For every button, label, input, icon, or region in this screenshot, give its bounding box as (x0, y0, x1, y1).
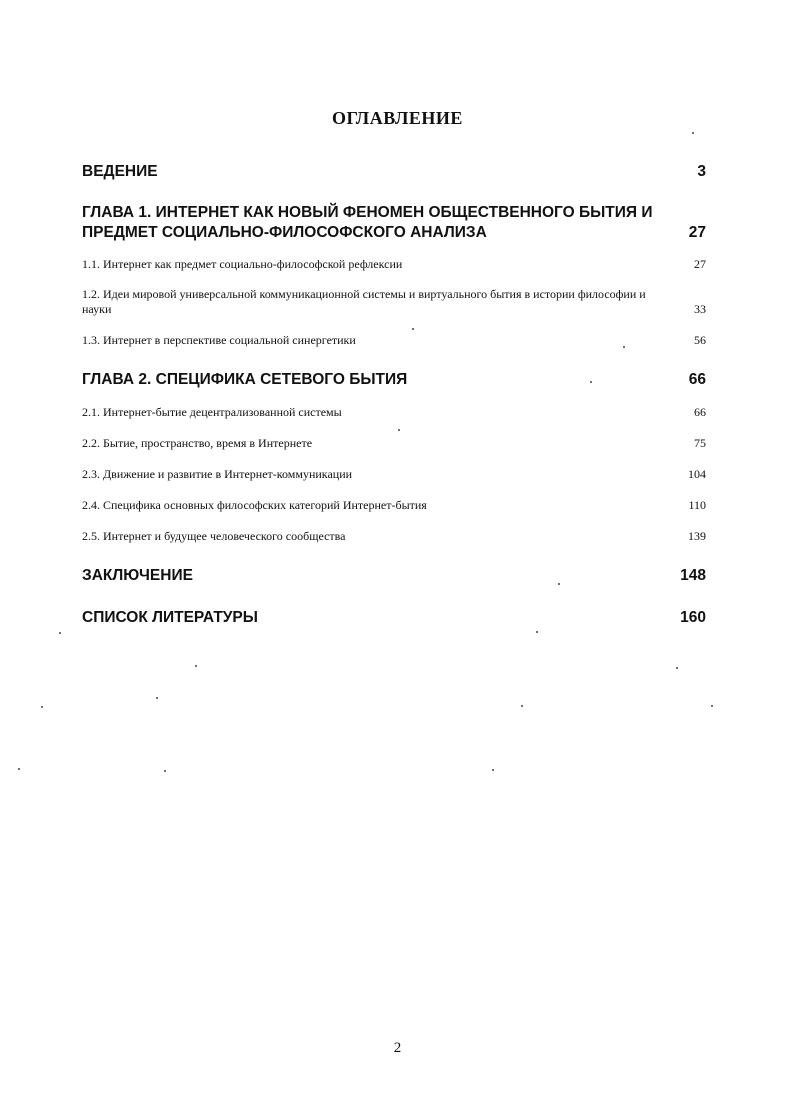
toc-entry-text: ВЕДЕНИЕ (82, 163, 158, 180)
toc-entry-section-2-1[interactable] (82, 405, 706, 420)
scan-speck (623, 346, 625, 348)
scan-speck (18, 768, 20, 770)
toc-entry-page: 75 (694, 436, 706, 450)
toc-entry-text: 1.2. Идеи мировой универсальной коммуникационной системы и виртуального бытия в истории философии и науки (82, 287, 646, 316)
toc-entry-page: 148 (680, 567, 706, 584)
toc-entry-chapter-1[interactable] (82, 203, 706, 243)
scan-speck (521, 705, 523, 707)
toc-entry-section-1-1[interactable] (82, 257, 706, 272)
toc-entry-bibliography[interactable] (82, 608, 706, 628)
toc-entry-text: 1.1. Интернет как предмет социально-философской рефлексии (82, 257, 403, 271)
scan-speck (558, 583, 560, 585)
toc-entry-text: ГЛАВА 1. ИНТЕРНЕТ КАК НОВЫЙ ФЕНОМЕН ОБЩЕСТВЕННОГО БЫТИЯ И ПРЕДМЕТ СОЦИАЛЬНО-ФИЛОСОФСКОГО АНАЛИЗА (82, 204, 653, 241)
scan-speck (41, 706, 43, 708)
toc-entry-text: ГЛАВА 2. СПЕЦИФИКА СЕТЕВОГО БЫТИЯ (82, 371, 408, 388)
toc-entry-intro[interactable] (82, 162, 706, 182)
page-title: ОГЛАВЛЕНИЕ (332, 108, 463, 128)
toc-entry-section-2-3[interactable] (82, 467, 706, 482)
scan-speck (164, 770, 166, 772)
toc-entry-conclusion[interactable] (82, 566, 706, 586)
toc-entry-page: 139 (688, 529, 706, 543)
toc-entry-page: 104 (688, 467, 706, 481)
toc-entry-page: 27 (688, 224, 706, 241)
toc-entry-section-2-2[interactable] (82, 436, 706, 451)
toc-entry-section-1-2[interactable] (82, 287, 706, 317)
scan-speck (676, 667, 678, 669)
toc-entry-text: 2.3. Движение и развитие в Интернет-коммуникации (82, 467, 353, 481)
scan-speck (590, 381, 592, 383)
scan-speck (492, 769, 494, 771)
toc-entry-section-2-4[interactable] (82, 498, 706, 513)
scan-speck (711, 705, 713, 707)
scan-speck (412, 328, 414, 330)
toc-entry-page: 160 (680, 609, 706, 626)
toc-entry-section-2-5[interactable] (82, 529, 706, 544)
scan-speck (156, 697, 158, 699)
toc-entry-page: 3 (697, 163, 706, 180)
scan-speck (195, 665, 197, 667)
toc-entry-page: 33 (694, 302, 706, 316)
toc-entry-text: СПИСОК ЛИТЕРАТУРЫ (82, 609, 258, 626)
toc-entry-chapter-2[interactable] (82, 370, 706, 390)
scan-speck (536, 631, 538, 633)
scan-speck (692, 132, 694, 134)
toc-entry-page: 110 (688, 498, 706, 512)
toc-entry-text: 2.2. Бытие, пространство, время в Интернете (82, 436, 313, 450)
toc-entry-text: 2.1. Интернет-бытие децентрализованной системы (82, 405, 342, 419)
toc-entry-page: 27 (694, 257, 706, 271)
page-number: 2 (393, 1040, 402, 1056)
toc-entry-page: 56 (694, 333, 706, 347)
toc-entry-text: 2.4. Специфика основных философских категорий Интернет-бытия (82, 498, 427, 512)
toc-entry-text: 2.5. Интернет и будущее человеческого сообщества (82, 529, 346, 543)
scan-speck (398, 429, 400, 431)
toc-entry-page: 66 (688, 371, 706, 388)
toc-entry-text: ЗАКЛЮЧЕНИЕ (82, 567, 193, 584)
toc-entry-page: 66 (694, 405, 706, 419)
scan-speck (59, 632, 61, 634)
toc-entry-text: 1.3. Интернет в перспективе социальной синергетики (82, 333, 356, 347)
toc-entry-section-1-3[interactable] (82, 333, 706, 348)
